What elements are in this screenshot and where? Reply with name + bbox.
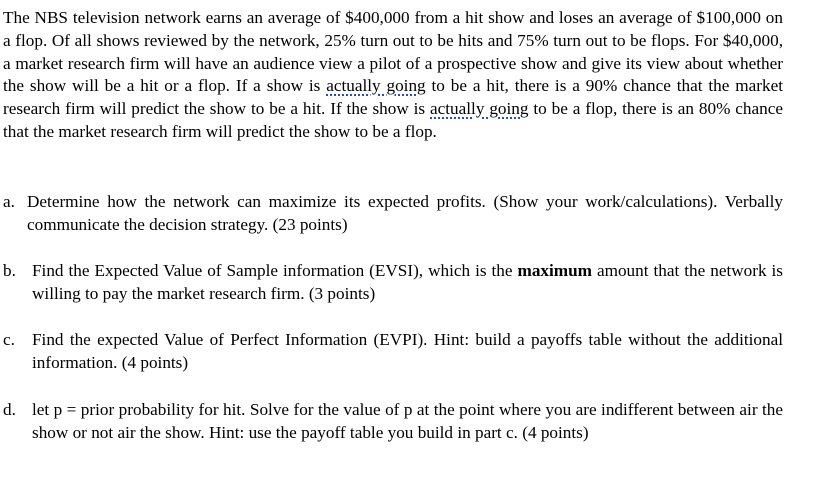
question-b-text-after: amount that the network is willing to pay the market research firm. (3 points) — [32, 261, 783, 303]
question-a — [3, 190, 783, 236]
problem-text-part-3: to be a flop, there is an 80% chance that the market research firm will predict the show to be a flop. — [3, 99, 783, 141]
spellcheck-underlined-phrase: actually going — [326, 76, 426, 96]
question-d-text: let p = prior probability for hit. Solve for the value of p at the point where you are indifferent between air the show or not air the show. Hint: use the payoff table you build in part c. (4 points) — [32, 400, 783, 442]
question-d — [3, 398, 783, 444]
question-a-marker: a. — [3, 192, 15, 211]
problem-statement — [3, 7, 783, 144]
question-b — [3, 259, 783, 305]
question-b-marker: b. — [3, 261, 16, 280]
question-c-marker: c. — [3, 330, 15, 349]
problem-text-part-2: to be a hit, there is a 90% chance that the market research firm will predict the show to be a hit. If the show is — [3, 76, 783, 119]
question-c — [3, 328, 783, 374]
question-b-text — [32, 259, 783, 305]
problem-text-part-1: The NBS television network earns an average of $400,000 from a hit show and loses an average of $100,000 on a flop. Of all shows reviewed by the network, 25% turn out to be hits and 75% turn out to be flops. For $40,000, a market research firm will have an audience view a pilot of a prospective show and give its view about whether the show will be a hit or a flop. If a show is — [3, 8, 783, 96]
question-b-text-before: Find the Expected Value of Sample information (EVSI), which is the — [32, 261, 518, 280]
spellcheck-underlined-phrase: actually going — [430, 99, 529, 119]
question-a-text: Determine how the network can maximize its expected profits. (Show your work/calculations). Verbally communicate the decision strategy. (23 points) — [27, 192, 783, 234]
question-d-marker: d. — [3, 400, 16, 419]
question-c-text: Find the expected Value of Perfect Information (EVPI). Hint: build a payoffs table without the additional information. (4 points) — [32, 330, 783, 372]
question-b-bold-word: maximum — [517, 261, 592, 280]
